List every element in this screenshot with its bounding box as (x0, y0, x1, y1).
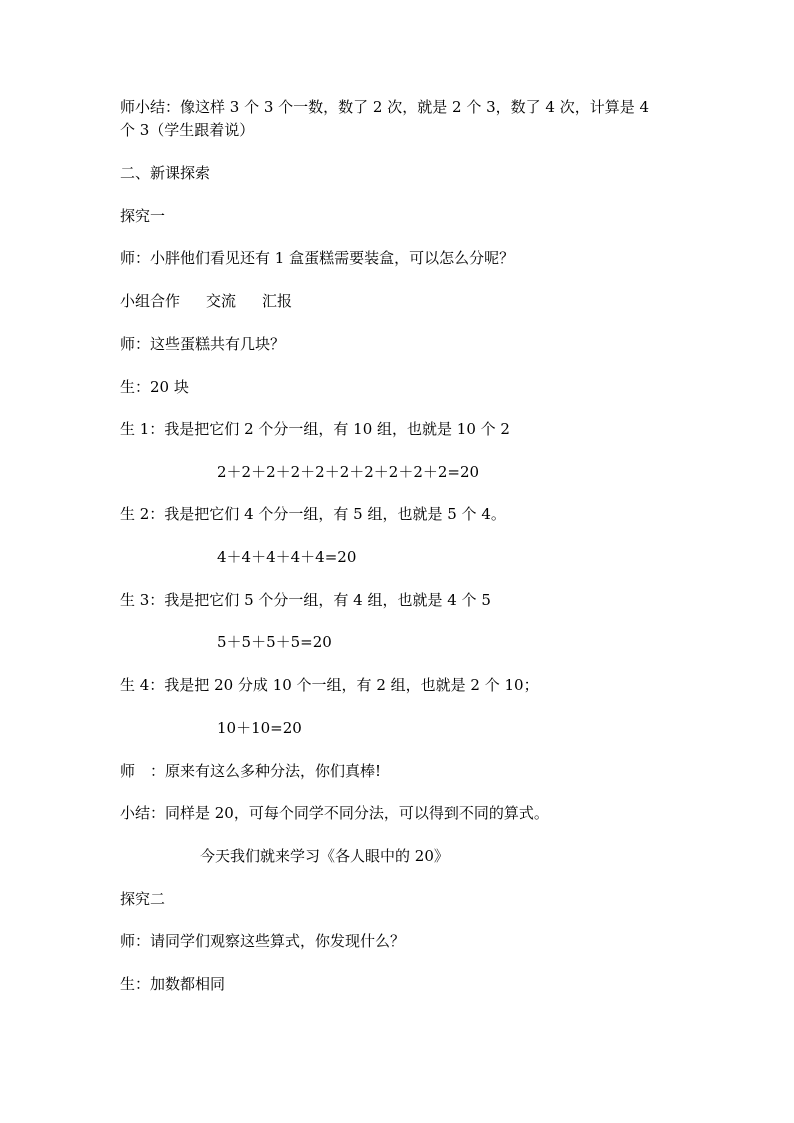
student-answer-1: 生：20 块 (120, 378, 189, 396)
summary-line-1: 师小结：像这样 3 个 3 个一数，数了 2 次，就是 2 个 3，数了 4 次，计算是 4 (120, 98, 650, 116)
explore-two-heading: 探究二 (120, 890, 166, 908)
activity-exchange: 交流 (206, 292, 237, 310)
teacher-question-2: 师：这些蛋糕共有几块？ (120, 335, 286, 353)
equation-4: 10＋10=20 (217, 719, 302, 737)
teacher-question-1: 师：小胖他们看见还有 1 盒蛋糕需要装盒，可以怎么分呢？ (120, 249, 515, 267)
student-1-statement: 生 1：我是把它们 2 个分一组，有 10 组，也就是 10 个 2 (120, 420, 510, 438)
section-heading: 二、新课探索 (120, 164, 211, 182)
group-activities (120, 290, 292, 312)
summary-2: 小结：同样是 20，可每个同学不同分法，可以得到不同的算式。 (120, 804, 549, 822)
teacher-praise: 师 ：原来有这么多种分法，你们真棒! (120, 762, 382, 780)
student-3-statement: 生 3：我是把它们 5 个分一组，有 4 组，也就是 4 个 5 (120, 591, 491, 609)
activity-report: 汇报 (262, 292, 293, 310)
equation-3: 5＋5＋5＋5=20 (217, 633, 332, 651)
teacher-question-3: 师：请同学们观察这些算式，你发现什么？ (120, 932, 406, 950)
explore-one-heading: 探究一 (120, 207, 166, 225)
student-2-statement: 生 2：我是把它们 4 个分一组，有 5 组，也就是 5 个 4。 (120, 505, 506, 523)
lesson-topic-intro: 今天我们就来学习《各人眼中的 20》 (200, 847, 449, 865)
equation-2: 4＋4＋4＋4＋4=20 (217, 548, 357, 566)
equation-1: 2＋2＋2＋2＋2＋2＋2＋2＋2＋2=20 (217, 463, 480, 481)
summary-line-2: 个 3（学生跟着说） (120, 121, 255, 139)
student-4-statement: 生 4：我是把 20 分成 10 个一组，有 2 组，也就是 2 个 10； (120, 676, 539, 694)
activity-group-work: 小组合作 (120, 292, 181, 310)
student-answer-2: 生：加数都相同 (120, 975, 226, 993)
